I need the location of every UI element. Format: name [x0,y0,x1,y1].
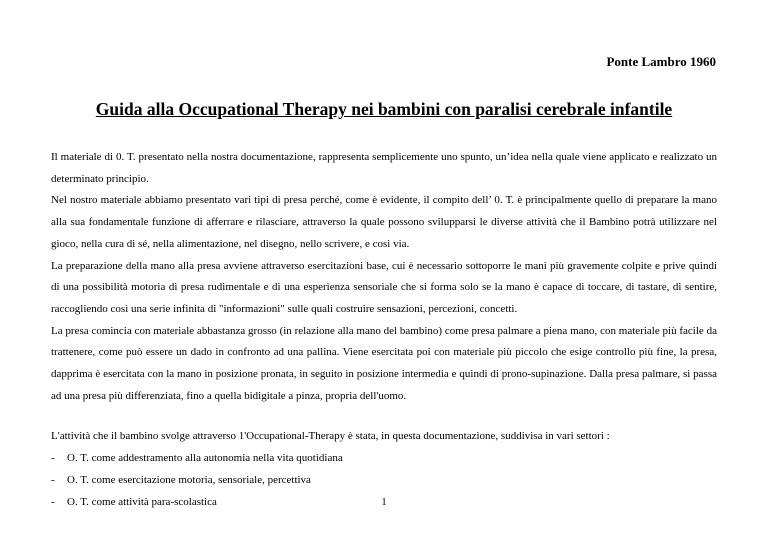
list-intro: L'attività che il bambino svolge attraverso 1'Occupational-Therapy è stata, in questa documentazione, suddivisa in vari settori : [51,430,610,443]
paragraph-3: La preparazione della mano alla presa avviene attraverso esercitazioni base, cui è necessario sottoporre le mani più gravemente colpite e prive quindi di una possibilità motoria di presa rudimentale e di una esperienza sensoriale che si forma solo se la mano è capace di toccare, di tastare, di sentire, raccogliendo così una serie infinita di "informazioni" sulle quali costruire sensazioni, percezioni, concetti. [51,259,717,315]
paragraph-2: Nel nostro materiale abbiamo presentato vari tipi di presa perché, come è evidente, il compito dell’ 0. T. è principalmente quello di preparare la mano alla sua fondamentale funzione di afferrare e rilasciare, attraverso la quale possono svilupparsi le diverse attività che il Bambino potrà utilizzare nel gioco, nella cura di sé, nella alimentazione, nel disegno, nello scrivere, e cosi via. [51,194,717,250]
header-location-year: Ponte Lambro 1960 [606,54,716,69]
list-item-text: O. T. come attività para-scolastica [67,495,217,508]
list-bullet: - [51,473,55,486]
list-item-text: O. T. come addestramento alla autonomia nella vita quotidiana [67,452,343,465]
paragraph-4: La presa comincia con materiale abbastanza grosso (in relazione alla mano del bambino) come presa palmare a piena mano, con materiale più facile da trattenere, come può essere un dado in confronto ad una pallina. Viene esercitata poi con materiale più piccolo che esige controllo più fine, la presa, dapprima è esercitata con la mano in posizione pronata, in seguito in posizione intermedia e quindi di prono-supinazione. Dalla presa palmare, si passa ad una presa più differenziata, fino a quella bidigitale a pinza, propria dell'uomo. [51,324,717,402]
list-bullet: - [51,452,55,465]
list-bullet: - [51,495,55,508]
paragraph-1: Il materiale di 0. T. presentato nella nostra documentazione, rappresenta semplicemente uno spunto, un’idea nella quale viene applicato e realizzato un determinato principio. [51,151,717,185]
document-title: Guida alla Occupational Therapy nei bambini con paralisi cerebrale infantile [95,99,673,119]
page-number: 1 [381,496,387,508]
list-item [51,470,717,492]
list-item [51,448,717,470]
document-body [51,147,717,513]
list-item-text: O. T. come esercitazione motoria, sensoriale, percettiva [67,473,311,486]
